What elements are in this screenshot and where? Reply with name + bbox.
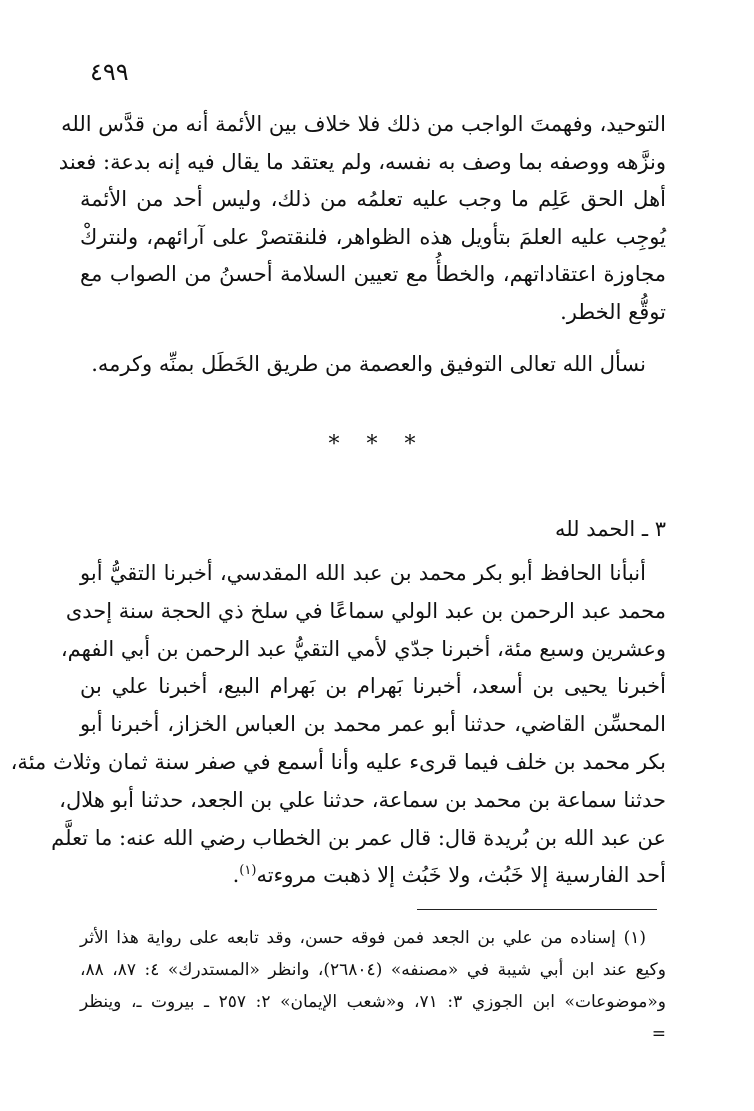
sentence-end: .	[232, 863, 240, 888]
closing-prayer: نسأل الله تعالى التوفيق والعصمة من طريق الخَطَل بمنِّه وكرمه.	[91, 352, 646, 376]
footnote-reference[interactable]: (١)	[239, 863, 257, 879]
footnote-line: و«موضوعات» ابن الجوزي ٣: ٧١، و«شعب الإيمان» ٢: ٢٥٧ ـ بيروت ـ، وينظر	[80, 992, 666, 1012]
footnote-line: (١) إسناده من علي بن الجعد فمن فوقه حسن، وقد تابعه على رواية هذا الأثر	[80, 928, 646, 948]
footnotes	[80, 922, 666, 1050]
text-line: محمد عبد الرحمن بن عبد الولي سماعًا في سلخ ذي الحجة سنة إحدى	[65, 598, 666, 623]
text-line: يُوجِب عليه العلمَ بتأويل هذه الظواهر، فلنقتصرْ على آرائهم، ولنتركْ	[80, 224, 666, 249]
text-line: أهل الحق عَلِم ما وجب عليه تعلمُه من ذلك، وليس أحد من الأئمة	[80, 187, 666, 212]
text-line: بكر محمد بن خلف فيما قرىء عليه وأنا أسمع في صفر سنة ثمان وثلاث مئة،	[10, 749, 666, 774]
text-line: أخبرنا يحيى بن أسعد، أخبرنا بَهرام بن بَهرام البيع، أخبرنا علي بن	[80, 674, 666, 699]
text-line-content: أحد الفارسية إلا خَبُث، ولا خَبُث إلا ذهبت مروءته	[256, 863, 666, 888]
text-line: وعشرين وسبع مئة، أخبرنا جدّي لأمي التقيُّ عبد الرحمن بن أبي الفهم،	[60, 636, 666, 661]
text-line-final	[80, 857, 666, 895]
paragraph-tawhid	[58, 106, 666, 332]
page-number: ٤٩٩	[90, 58, 129, 86]
text-line: أنبأنا الحافظ أبو بكر محمد بن عبد الله المقدسي، أخبرنا التقيُّ أبو	[80, 561, 646, 585]
text-line: التوحيد، وفهمتَ الواجب من ذلك فلا خلاف بين الأئمة أنه من قدَّس الله	[61, 112, 666, 136]
paragraph-isnad	[10, 555, 666, 895]
footnote-divider	[417, 909, 657, 910]
footnote-line: وكيع عند ابن أبي شيبة في «مصنفه» (٢٦٨٠٤)، وانظر «المستدرك» ٤: ٨٧، ٨٨،	[80, 960, 666, 980]
text-line: توقُّع الخطر.	[560, 299, 666, 324]
text-line: المحسِّن القاضي، حدثنا أبو عمر محمد بن العباس الخزاز، أخبرنا أبو	[80, 712, 666, 737]
section-heading: ٣ ـ الحمد لله	[554, 517, 666, 541]
text-line: مجاوزة اعتقاداتهم، والخطأُ مع تعيين السلامة أحسنُ من الصواب مع	[80, 262, 666, 287]
section-separator: * * *	[328, 432, 426, 457]
footnote-continuation-mark: =	[651, 1024, 666, 1044]
text-line: ونزَّهه ووصفه بما وصف به نفسه، ولم يعتقد ما يقال فيه إنه بدعة: فعند	[58, 149, 666, 174]
text-line: عن عبد الله بن بُريدة قال: قال عمر بن الخطاب رضي الله عنه: ما تعلَّم	[51, 825, 666, 850]
text-line: حدثنا سماعة بن محمد بن سماعة، حدثنا علي بن الجعد، حدثنا أبو هلال،	[59, 787, 666, 812]
